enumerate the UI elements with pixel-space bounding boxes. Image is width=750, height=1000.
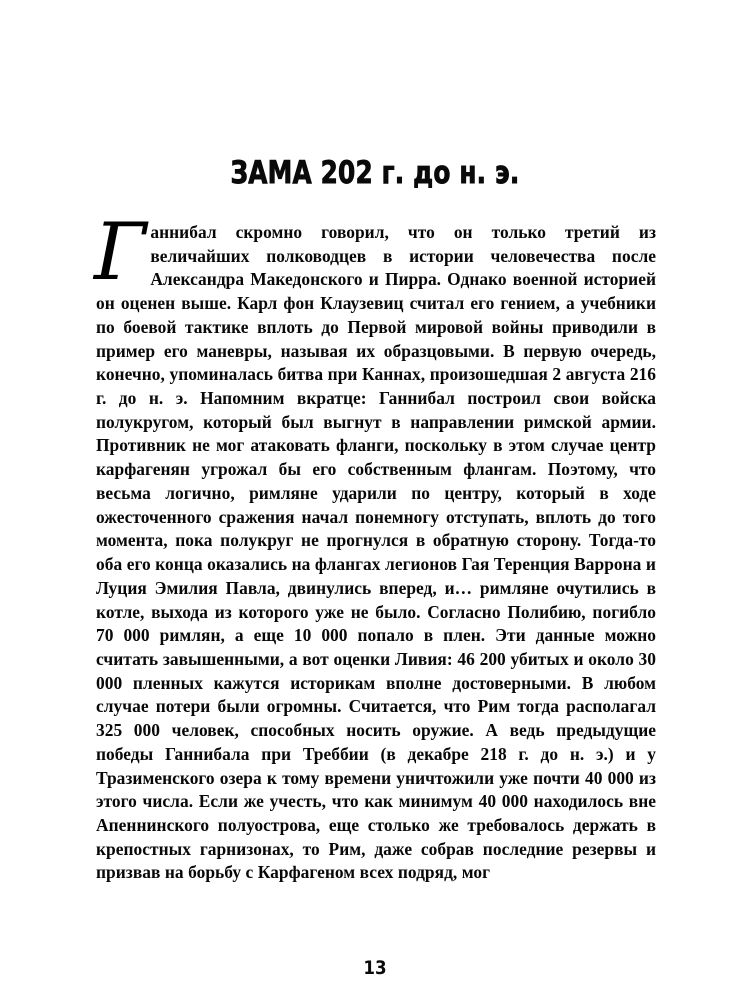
drop-cap-letter: Г	[94, 206, 147, 298]
body-text-block	[94, 206, 656, 885]
chapter-title: ЗАМА 202 г. до н. э.	[230, 154, 520, 191]
page-number: 13	[363, 957, 387, 979]
chapter-opening-paragraph	[94, 206, 656, 885]
paragraph-body: аннибал скромно говорил, что он только третий из величайших полководцев в истории человечества после Александра Македонского и Пирра. Однако военной историей он оценен выше. Карл фон Клаузевиц считал его гением, а учебники по боевой тактике вплоть до Первой мировой войны приводили в пример его маневры, называя их образцовыми. В первую очередь, конечно, упоминалась битва при Каннах, произошедшая 2 августа 216 г. до н. э. Напомним вкратце: Ганнибал построил свои войска полукругом, который был выгнут в направлении римской армии. Противник не мог атаковать фланги, поскольку в этом случае центр карфагенян угрожал бы его собственным флангам. Поэтому, что весьма логично, римляне ударили по центру, который в ходе ожесточенного сражения начал понемногу отступать, вплоть до того момента, пока полукруг не прогнулся в обратную сторону. Тогда-то оба его конца оказались на флангах легионов Гая Теренция Варрона и Луция Эмилия Павла, двинулись вперед, и… римляне очутились в котле, выхода из которого уже не было. Согласно Полибию, погибло 70 000 римлян, а еще 10 000 попало в плен. Эти данные можно считать завышенными, а вот оценки Ливия: 46 200 убитых и около 30 000 пленных кажутся историкам вполне достоверными. В любом случае потери были огромны. Считается, что Рим тогда располагал 325 000 человек, способных носить оружие. А ведь предыдущие победы Ганнибала при Треббии (в декабре 218 г. до н. э.) и у Тразименского озера к тому времени уничтожили уже почти 40 000 из этого числа. Если же учесть, что как минимум 40 000 находилось вне Апеннинского полуострова, еще столько же требовалось держать в крепостных гарнизонах, то Рим, даже собрав последние резервы и призвав на борьбу с Карфагеном всех подряд, мог	[96, 222, 656, 883]
